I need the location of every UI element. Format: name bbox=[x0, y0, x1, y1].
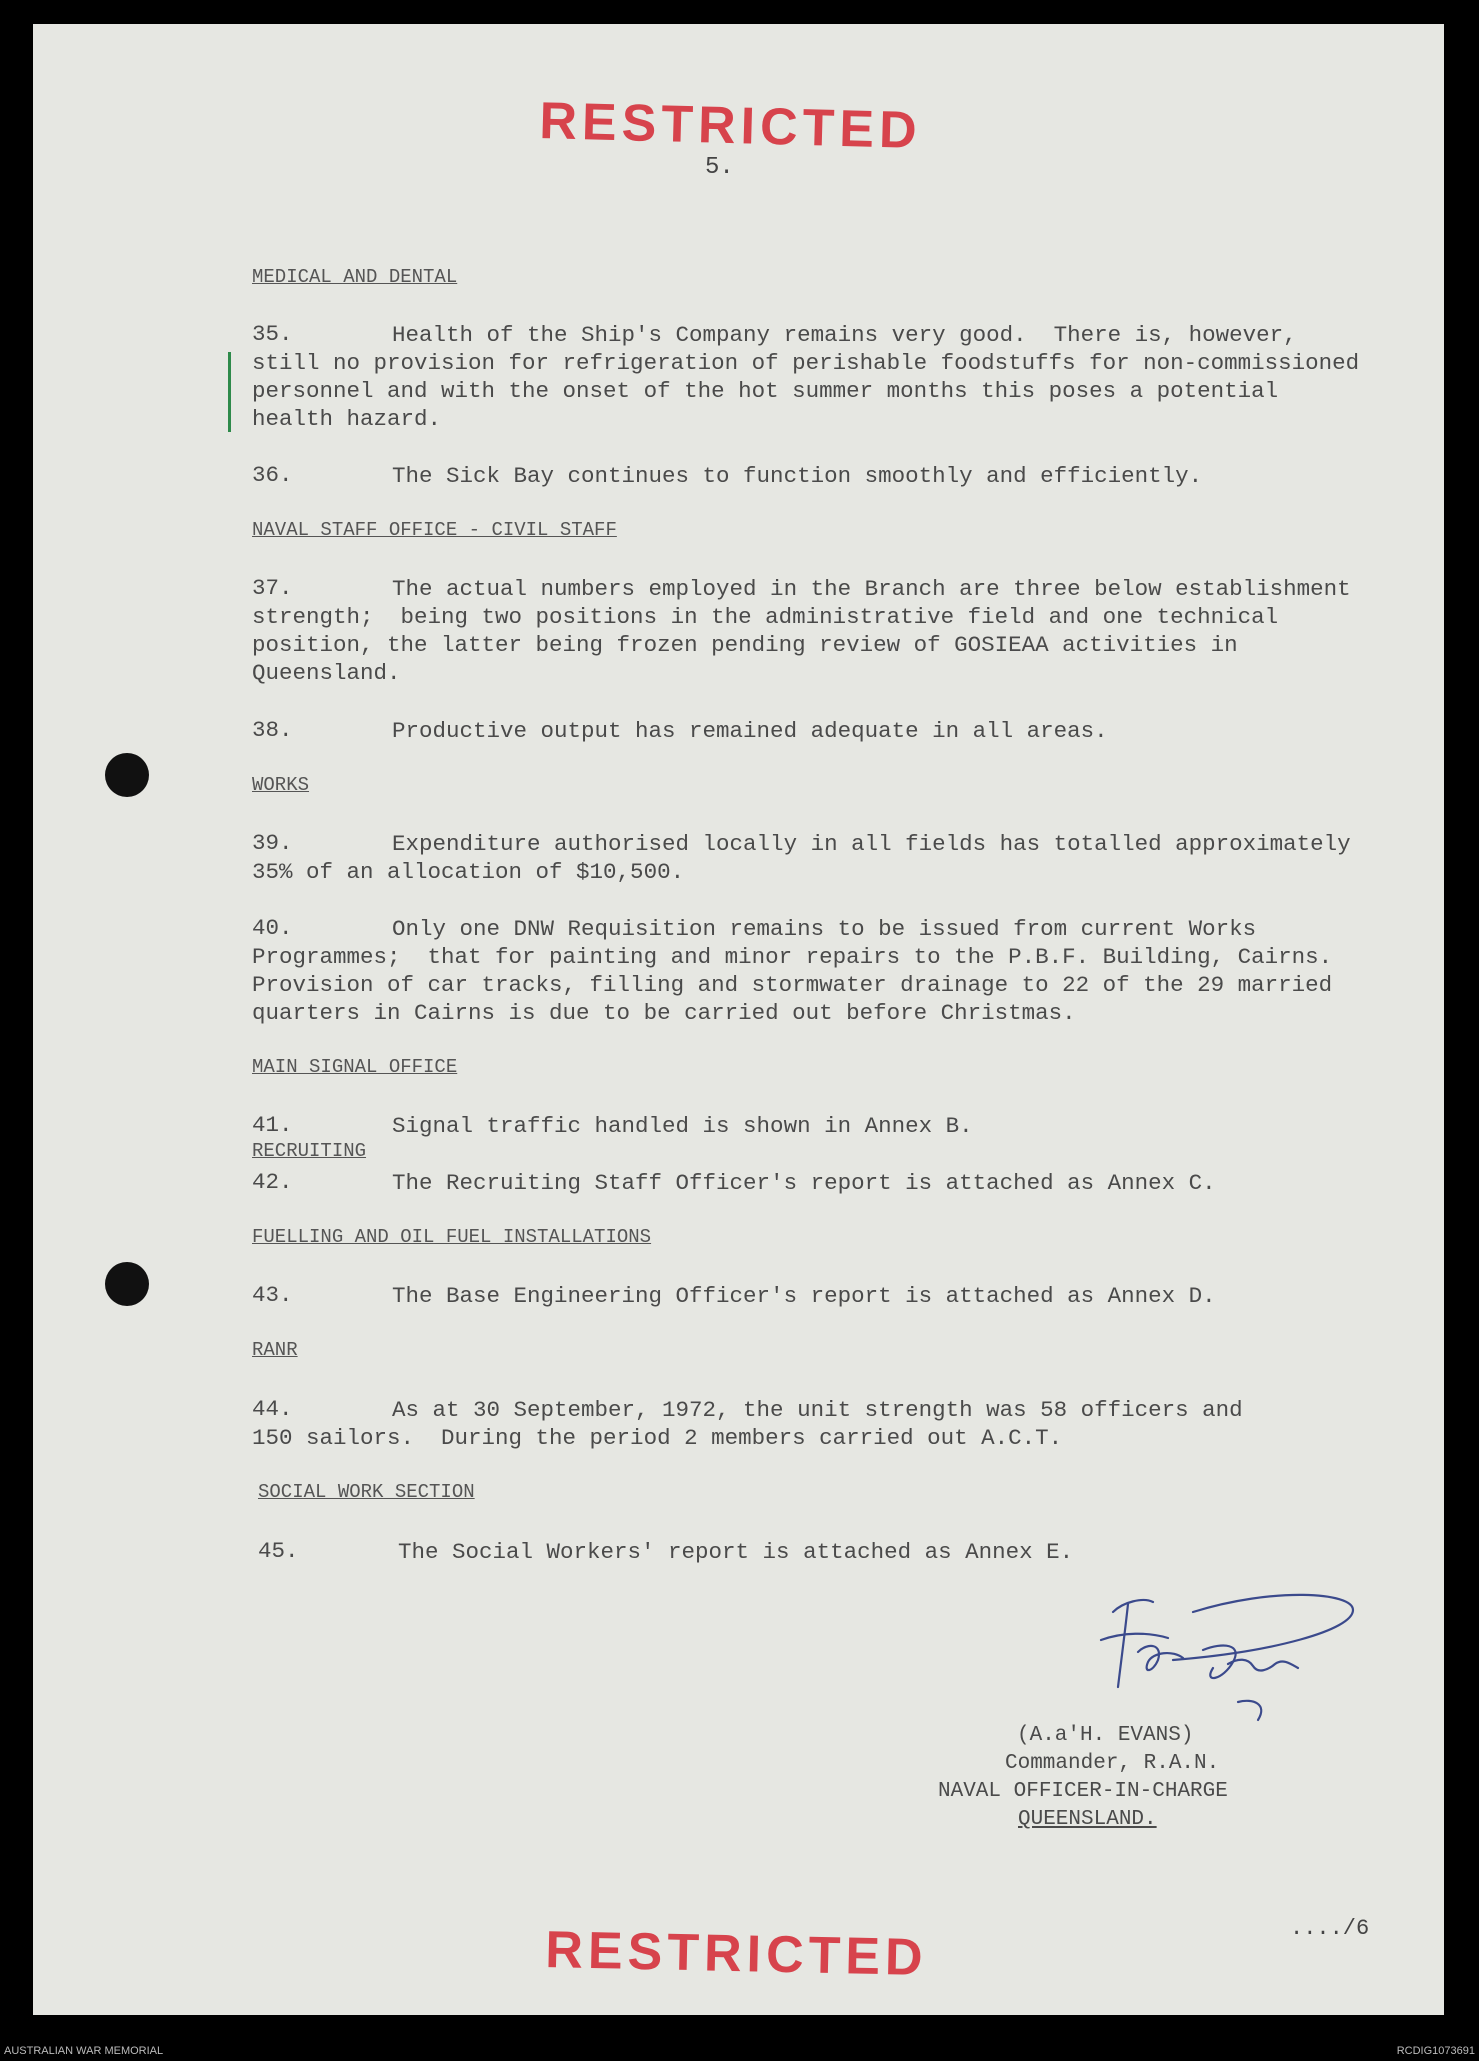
continuation-mark: ..../6 bbox=[1290, 1916, 1370, 1941]
paragraph-line: Signal traffic handled is shown in Annex B. bbox=[392, 1113, 973, 1139]
paragraph-line: health hazard. bbox=[252, 406, 442, 432]
section-heading-social: SOCIAL WORK SECTION bbox=[258, 1481, 475, 1503]
signatory-location: QUEENSLAND. bbox=[1018, 1808, 1157, 1831]
punch-hole bbox=[105, 753, 149, 797]
section-heading-fuelling: FUELLING AND OIL FUEL INSTALLATIONS bbox=[252, 1226, 652, 1248]
paragraph-line: 150 sailors. During the period 2 members carried out A.C.T. bbox=[252, 1425, 1063, 1451]
paragraph-number: 35. bbox=[252, 321, 293, 347]
punch-hole bbox=[105, 1262, 149, 1306]
paragraph-line: Expenditure authorised locally in all fields has totalled approximately bbox=[392, 831, 1351, 857]
paragraph-line: Provision of car tracks, filling and stormwater drainage to 22 of the 29 married bbox=[252, 972, 1333, 998]
paragraph-line: Health of the Ship's Company remains very good. There is, however, bbox=[392, 322, 1297, 348]
paragraph-line: The actual numbers employed in the Branch are three below establishment bbox=[392, 576, 1351, 602]
paragraph-line: Productive output has remained adequate in all areas. bbox=[392, 718, 1108, 744]
restricted-stamp-bottom: RESTRICTED bbox=[544, 1921, 929, 1987]
section-heading-works: WORKS bbox=[252, 774, 310, 796]
section-heading-naval-staff: NAVAL STAFF OFFICE - CIVIL STAFF bbox=[252, 519, 617, 541]
paragraph-number: 37. bbox=[252, 575, 293, 601]
section-heading-signal: MAIN SIGNAL OFFICE bbox=[252, 1056, 458, 1078]
paragraph-number: 43. bbox=[252, 1282, 293, 1308]
paragraph-number: 39. bbox=[252, 830, 293, 856]
page-number: 5. bbox=[705, 154, 734, 181]
signatory-title: NAVAL OFFICER-IN-CHARGE bbox=[938, 1780, 1228, 1803]
section-heading-medical: MEDICAL AND DENTAL bbox=[252, 266, 458, 288]
section-heading-ranr: RANR bbox=[252, 1339, 298, 1361]
paragraph-number: 42. bbox=[252, 1169, 293, 1195]
paragraph-line: personnel and with the onset of the hot summer months this poses a potential bbox=[252, 378, 1279, 404]
signatory-name: (A.a'H. EVANS) bbox=[1017, 1724, 1194, 1747]
footer-archive-label: AUSTRALIAN WAR MEMORIAL bbox=[4, 2045, 164, 2057]
section-heading-recruiting: RECRUITING bbox=[252, 1140, 367, 1162]
paragraph-number: 41. bbox=[252, 1112, 293, 1138]
paragraph-line: Queensland. bbox=[252, 660, 401, 686]
paragraph-number: 38. bbox=[252, 717, 293, 743]
paragraph-line: still no provision for refrigeration of perishable foodstuffs for non-commissioned bbox=[252, 350, 1360, 376]
paragraph-line: position, the latter being frozen pending review of GOSIEAA activities in bbox=[252, 632, 1238, 658]
signatory-rank: Commander, R.A.N. bbox=[1005, 1752, 1220, 1775]
paragraph-line: strength; being two positions in the administrative field and one technical bbox=[252, 604, 1279, 630]
paragraph-number: 40. bbox=[252, 915, 293, 941]
paragraph-line: The Social Workers' report is attached as Annex E. bbox=[398, 1539, 1074, 1565]
margin-mark bbox=[228, 352, 231, 432]
paragraph-line: Programmes; that for painting and minor repairs to the P.B.F. Building, Cairns. bbox=[252, 944, 1333, 970]
paragraph-number: 36. bbox=[252, 462, 293, 488]
document-page bbox=[33, 24, 1444, 2015]
paragraph-line: The Sick Bay continues to function smoothly and efficiently. bbox=[392, 463, 1203, 489]
paragraph-number: 44. bbox=[252, 1396, 293, 1422]
paragraph-line: quarters in Cairns is due to be carried out before Christmas. bbox=[252, 1000, 1076, 1026]
paragraph-line: The Recruiting Staff Officer's report is attached as Annex C. bbox=[392, 1170, 1216, 1196]
paragraph-number: 45. bbox=[258, 1538, 299, 1564]
footer-record-id: RCDIG1073691 bbox=[1396, 2045, 1475, 2057]
paragraph-line: As at 30 September, 1972, the unit strength was 58 officers and bbox=[392, 1397, 1243, 1423]
restricted-stamp-top: RESTRICTED bbox=[538, 92, 923, 160]
paragraph-line: Only one DNW Requisition remains to be issued from current Works bbox=[392, 916, 1257, 942]
paragraph-line: 35% of an allocation of $10,500. bbox=[252, 859, 685, 885]
paragraph-line: The Base Engineering Officer's report is attached as Annex D. bbox=[392, 1283, 1216, 1309]
